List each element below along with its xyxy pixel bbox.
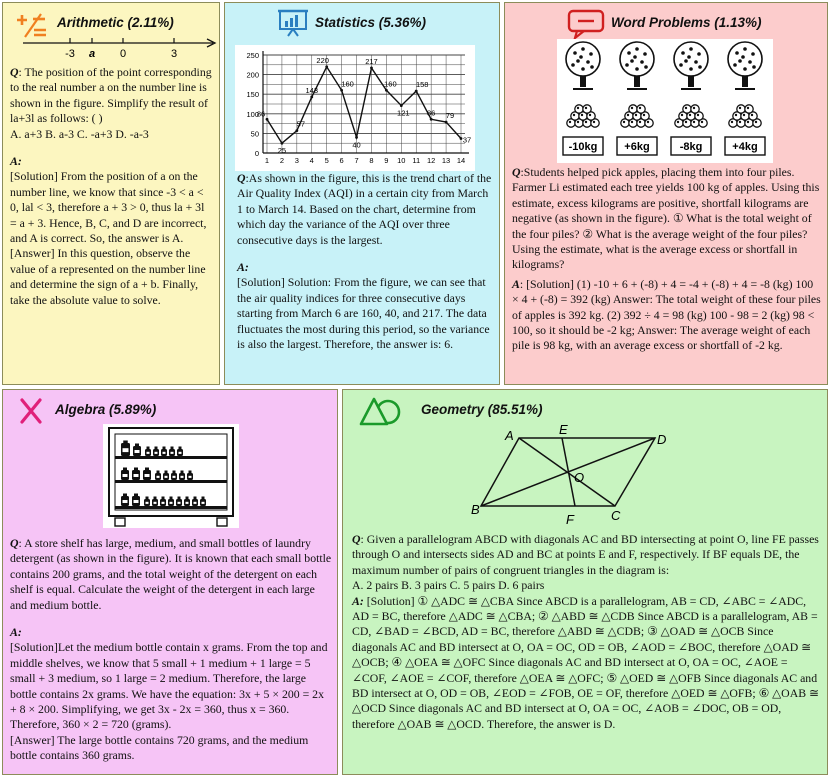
- apple-shade: [639, 107, 641, 109]
- apple-shade: [685, 121, 687, 123]
- panel-title: Geometry (85.51%): [421, 402, 543, 417]
- apple-dot: [589, 52, 593, 56]
- data-point: [370, 67, 373, 70]
- bottle-label: [173, 476, 176, 478]
- numberline-label-a: a: [88, 48, 96, 60]
- data-point: [266, 118, 269, 121]
- bottle-label: [194, 502, 197, 504]
- apple-dot: [586, 60, 590, 64]
- question-label: Q: [10, 536, 19, 550]
- apple-dot: [697, 52, 701, 56]
- triangle-circle-icon: [357, 394, 403, 428]
- statistics-text: [237, 171, 493, 352]
- bottle-cap: [134, 494, 138, 497]
- apple-piles-figure: [557, 39, 773, 163]
- question-text: : The position of the point corresponding to the real number a on the number line is shown in the figure. Simplify the result of la+3l as follows: ( ): [10, 65, 212, 126]
- bottle-cap: [179, 447, 182, 450]
- tree-crown: [620, 42, 654, 76]
- apple-shade: [755, 121, 757, 123]
- apple-dot: [743, 67, 747, 71]
- tree-crown: [728, 42, 762, 76]
- x-tick-label: 13: [441, 156, 451, 165]
- apple: [737, 105, 745, 113]
- apple-pile: [567, 105, 599, 127]
- bottle-cap: [145, 468, 149, 471]
- solution-text: : [Solution] (1) -10 + 6 + (-8) + 4 = -4 + (-8) + 4 = -8 (kg) 100 × 4 + (-8) = 392 (kg) Answer: The total weight of these four piles of apples is 392 kg. (2) 392 ÷ 4 = 98 (kg) 100 - 98 = 2 (kg) 98 < 100, so it should be -2 kg; Answer: The average weight of each pile is 98 kg, with an average excess or shortfall of -2 kg.: [512, 276, 821, 353]
- word-problems-panel: [504, 2, 828, 385]
- apple-shade: [739, 121, 741, 123]
- question-options: A. 2 pairs B. 3 pairs C. 5 pairs D. 6 pairs: [352, 578, 545, 593]
- data-point: [385, 89, 388, 92]
- apple-dot: [633, 55, 637, 59]
- apple-shade: [577, 121, 579, 123]
- numberline-label-3: 3: [170, 48, 178, 60]
- point-label-d: D: [657, 432, 667, 447]
- point-label-e: E: [559, 422, 568, 437]
- apple-shade: [677, 121, 679, 123]
- apple-dot: [687, 55, 691, 59]
- apple-pile: [675, 105, 707, 127]
- question-label: Q: [512, 165, 521, 179]
- apple-dot: [625, 63, 629, 67]
- bottle-cap: [157, 471, 160, 474]
- x-tick-label: 4: [309, 156, 314, 165]
- bottle-cap: [146, 497, 149, 500]
- apple: [637, 105, 645, 113]
- answer-label: A: [512, 276, 520, 291]
- point-label-o: O: [574, 470, 585, 485]
- question-text: : A store shelf has large, medium, and small bottles of laundry detergent (as shown in the figure). It is known that each small bottle contains 200 grams, and the total weight of the detergent on each shelf is equal. Calculate the weight of the detergent in each large and medium bottle.: [10, 536, 332, 612]
- tree-crown: [674, 42, 708, 76]
- apple-dot: [635, 47, 639, 51]
- apple-dot: [735, 51, 739, 55]
- apple-dot: [751, 52, 755, 56]
- parallelogram-figure: [471, 420, 671, 528]
- bottle-label: [189, 476, 192, 478]
- apple-dot: [698, 65, 702, 69]
- algebra-panel: [2, 389, 338, 775]
- apple-shade: [569, 121, 571, 123]
- numberline-label-0: 0: [119, 48, 127, 60]
- apple: [691, 105, 699, 113]
- panel-title: Algebra (5.89%): [55, 402, 157, 417]
- bottle-label: [171, 452, 174, 454]
- bottle-label: [170, 502, 173, 504]
- apple-dot: [679, 63, 683, 67]
- apple-dot: [681, 51, 685, 55]
- apple-shade: [743, 114, 745, 116]
- apple-shade: [589, 114, 591, 116]
- bottle-cap: [171, 447, 174, 450]
- point-label-f: F: [566, 512, 574, 527]
- apple-dot: [733, 63, 737, 67]
- apple-dot: [581, 47, 585, 51]
- apple-shade: [577, 107, 579, 109]
- apple-shade: [573, 114, 575, 116]
- bottle-cap: [194, 497, 197, 500]
- apple-dot: [694, 60, 698, 64]
- answer-label: A:: [352, 593, 364, 608]
- question-label: Q: [237, 171, 246, 185]
- numberline-label-neg3: -3: [65, 48, 75, 60]
- apple-dot: [573, 51, 577, 55]
- pile-label: -8kg: [679, 141, 703, 153]
- x-tick-label: 8: [369, 156, 374, 165]
- bottle-cap: [170, 497, 173, 500]
- bottle-label: [134, 500, 139, 503]
- x-tick-label: 1: [264, 156, 270, 165]
- apple-shade: [747, 121, 749, 123]
- apple-dot: [635, 67, 639, 71]
- point-label-a: A: [505, 428, 514, 443]
- apple: [745, 105, 753, 113]
- question-label: Q: [10, 65, 19, 79]
- apple-shade: [585, 107, 587, 109]
- y-tick-label: 100: [246, 109, 259, 119]
- apple-shade: [681, 114, 683, 116]
- panel-title: Arithmetic (2.11%): [57, 15, 174, 30]
- bottle-cap: [134, 468, 138, 471]
- bottle-cap: [135, 444, 139, 447]
- bottle-cap: [163, 447, 166, 450]
- apple-tree: [566, 42, 600, 89]
- data-point: [295, 129, 298, 132]
- pile-label: -10kg: [568, 141, 598, 153]
- apple-dot: [590, 65, 594, 69]
- data-point: [445, 121, 448, 124]
- apple-dot: [752, 65, 756, 69]
- bottle-label: [146, 502, 149, 504]
- apple-shade: [735, 114, 737, 116]
- apple-tree: [674, 42, 708, 89]
- x-tick-label: 11: [412, 156, 421, 165]
- data-label: 220: [316, 55, 329, 65]
- apple-dot: [741, 55, 745, 59]
- apple: [583, 105, 591, 113]
- shelf-board: [115, 480, 227, 483]
- apple-tree: [728, 42, 762, 89]
- shelf-leg: [115, 518, 125, 526]
- apple-shade: [731, 121, 733, 123]
- apple-shade: [643, 114, 645, 116]
- detergent-shelf-figure: [103, 424, 239, 528]
- geometry-text: [352, 532, 820, 732]
- y-tick-label: 150: [246, 90, 259, 100]
- word-problems-text: [512, 165, 822, 354]
- question-options: A. a+3 B. a-3 C. -a+3 D. -a-3: [10, 126, 149, 141]
- data-point: [340, 89, 343, 92]
- apple-dot: [643, 52, 647, 56]
- apple-shade: [701, 121, 703, 123]
- data-label: 86: [426, 108, 436, 118]
- bottle-cap: [189, 471, 192, 474]
- bottle-cap: [123, 441, 128, 444]
- solution-text: [Solution]Let the medium bottle contain x grams. From the top and middle shelves, we know that 5 small + 1 medium + 1 large = 5 small + 3 medium, so 1 large = 2 medium. Therefore, the large bottle contains 2x grams. We have the equation: 3x + 5 × 200 = 2x + 8 × 200. Simplifying, we get 3x - 2x = 360, thus x = 360. Therefore, 360 × 2 = 720 (grams).: [10, 640, 328, 732]
- bottle-label: [157, 476, 160, 478]
- answer-text: [Answer] The large bottle contains 720 grams, and the medium bottle contains 360 grams.: [10, 732, 309, 763]
- data-point: [400, 104, 403, 107]
- bottle-cap: [147, 447, 150, 450]
- apple-shade: [697, 114, 699, 116]
- data-point: [430, 118, 433, 121]
- apple-shade: [593, 121, 595, 123]
- x-tick-label: 14: [456, 156, 466, 165]
- y-tick-label: 50: [250, 129, 259, 139]
- arithmetic-panel: [2, 2, 220, 385]
- bottle-cap: [154, 497, 157, 500]
- data-label: 37: [462, 135, 472, 145]
- x-variable-icon: [17, 396, 45, 426]
- apple-shade: [685, 107, 687, 109]
- statistics-panel: [224, 2, 500, 385]
- data-label: 40: [352, 140, 361, 150]
- bottle-cap: [202, 497, 205, 500]
- apple-shade: [693, 107, 695, 109]
- apple-dot: [579, 55, 583, 59]
- shelf-board: [115, 506, 227, 509]
- data-point: [281, 142, 284, 145]
- apple-shade: [631, 121, 633, 123]
- apple-shade: [689, 114, 691, 116]
- x-tick-label: 3: [294, 156, 299, 165]
- apple-pile: [729, 105, 761, 127]
- apple: [683, 105, 691, 113]
- data-label: 86: [256, 109, 266, 119]
- apple-dot: [627, 51, 631, 55]
- bottle-label: [162, 502, 165, 504]
- speech-bubble-icon: [567, 9, 605, 39]
- apple-shade: [631, 107, 633, 109]
- apple-dot: [743, 47, 747, 51]
- panel-title: Statistics (5.36%): [315, 15, 427, 30]
- apple-shade: [581, 114, 583, 116]
- x-tick-label: 9: [384, 156, 389, 165]
- pile-label: +4kg: [732, 141, 758, 153]
- data-label: 79: [445, 111, 455, 121]
- apple-shade: [627, 114, 629, 116]
- bottle-label: [123, 474, 128, 477]
- data-label: 121: [397, 108, 410, 118]
- data-point: [310, 96, 313, 99]
- bottle-label: [135, 450, 140, 453]
- x-tick-label: 6: [339, 156, 344, 165]
- apple-pile: [621, 105, 653, 127]
- apple-shade: [739, 107, 741, 109]
- algebra-text: [10, 536, 332, 764]
- question-text: :Students helped pick apples, placing them into four piles. Farmer Li estimated each tree yields 100 kg of apples. Using this estimate, excess kilograms are positive, shortfall kilograms are negative (as shown in the figure). ① What is the total weight of the four piles? ② What is the average weight of the four piles? Using the estimate, what is the average excess or shortfall in kilograms?: [512, 165, 820, 272]
- bottle-label: [123, 500, 128, 503]
- data-label: 158: [415, 80, 429, 90]
- data-point: [415, 90, 418, 93]
- shelf-board: [115, 456, 227, 459]
- apple-shade: [693, 121, 695, 123]
- x-tick-label: 10: [397, 156, 406, 165]
- point-label-b: B: [471, 502, 480, 517]
- panel-title: Word Problems (1.13%): [611, 15, 762, 30]
- bottle-cap: [165, 471, 168, 474]
- pile-label: +6kg: [624, 141, 650, 153]
- bottle-cap: [178, 497, 181, 500]
- data-label: 217: [365, 56, 378, 66]
- y-tick-label: 0: [254, 149, 259, 158]
- shelf-leg: [217, 518, 227, 526]
- bottle-label: [134, 474, 139, 477]
- bottle-label: [165, 476, 168, 478]
- apple-tree: [620, 42, 654, 89]
- data-label: 160: [341, 79, 354, 89]
- bottle-label: [147, 452, 150, 454]
- x-tick-label: 5: [324, 156, 329, 165]
- bottle-label: [202, 502, 205, 504]
- number-line: [21, 33, 220, 63]
- data-label: 25: [277, 146, 287, 156]
- apple-shade: [639, 121, 641, 123]
- question-text: : Given a parallelogram ABCD with diagonals AC and BD intersecting at point O, line FE passes through O and intersects sides AD and BC at points E and F, respectively. If BF equals DE, the maximum number of pairs of congruent triangles in the diagram is:: [352, 532, 819, 577]
- apple-dot: [738, 59, 742, 63]
- data-label: 160: [384, 79, 397, 89]
- arithmetic-text: [10, 65, 213, 308]
- answer-label: A:: [10, 154, 22, 169]
- apple-dot: [571, 63, 575, 67]
- apple-dot: [748, 60, 752, 64]
- bottle-cap: [186, 497, 189, 500]
- answer-text: [Answer] In this question, observe the value of a represented on the number line and determine the sign of a + b. Finally, take the absolute value to solve.: [10, 246, 206, 307]
- question-text: :As shown in the figure, this is the trend chart of the Air Quality Index (AQI) in a certain city from March 1 to March 14. Based on the chart, determine from which day the variance of the AQI over three consecutive days is the largest.: [237, 171, 492, 247]
- apple-shade: [647, 121, 649, 123]
- bottle-label: [155, 452, 158, 454]
- solution-text: [Solution] Solution: From the figure, we can see that the air quality indices for three consecutive days starting from March 6 are 160, 40, and 217. The data fluctuates the most during this period, so the variance is also the largest. Therefore, the answer is: 6.: [237, 275, 490, 352]
- bottle-label: [178, 502, 181, 504]
- data-label: 57: [296, 119, 306, 129]
- apple-shade: [747, 107, 749, 109]
- apple-dot: [630, 59, 634, 63]
- answer-label: A:: [10, 625, 22, 640]
- bottle-cap: [173, 471, 176, 474]
- apple-shade: [751, 114, 753, 116]
- tree-crown: [566, 42, 600, 76]
- bottle-cap: [123, 468, 127, 471]
- apple-dot: [689, 67, 693, 71]
- x-tick-label: 12: [426, 156, 436, 165]
- answer-label: A:: [237, 260, 249, 275]
- data-label: 143: [305, 85, 319, 95]
- presentation-chart-icon: [277, 8, 309, 38]
- bottle-label: [179, 452, 182, 454]
- point-label-c: C: [611, 508, 621, 523]
- y-tick-label: 250: [246, 51, 259, 60]
- aqi-line-chart: [235, 45, 475, 171]
- x-tick-label: 7: [354, 156, 359, 165]
- apple-shade: [585, 121, 587, 123]
- data-point: [355, 136, 358, 139]
- apple-dot: [644, 65, 648, 69]
- data-point: [325, 65, 328, 68]
- apple-dot: [684, 59, 688, 63]
- apple-dot: [576, 59, 580, 63]
- question-label: Q: [352, 532, 361, 546]
- apple-dot: [689, 47, 693, 51]
- y-tick-label: 200: [246, 70, 259, 80]
- bottle-cap: [162, 497, 165, 500]
- apple: [629, 105, 637, 113]
- apple-shade: [623, 121, 625, 123]
- apple-shade: [635, 114, 637, 116]
- x-tick-label: 2: [279, 156, 285, 165]
- solution-text: [Solution] From the position of a on the number line, we know that since -3 < a < 0, lal < 3, therefore a + 3 > 0, thus la + 3l = a + 3. Hence, B, C, and D are incorrect, and A is correct. So, the answer is A.: [10, 169, 207, 246]
- solution-text: [Solution] ① △ADC ≅ △CBA Since ABCD is a parallelogram, AB = CD, ∠ABC = ∠ADC, AD = BC, therefore △ADC ≅ △CBA; ② △ABD ≅ △CDB Since ABCD is a parallelogram, AB = CD, ∠BAD = ∠BCD, AD = BC, therefore △ABD ≅ △CDB; ③ △OAD ≅ △OCB Since diagonals AC and BD intersect at O, OA = OC, OD = OB, ∠AOD = ∠BOC, therefore △OAD ≅ △OCB; ④ △OEA ≅ △OFC Since diagonals AC and BD intersect at O, OA = OC, ∠AOE = ∠COF, ∠AOE = ∠COF, therefore △OEA ≅ △OFC; ⑤ △OED ≅ △OFB Since diagonals AC and BD intersect at O, OD = OB, ∠EOD = ∠FOB, OE = OF, therefore △OED ≅ △OFB; ⑥ △OAB ≅ △OCD Since diagonals AC and BD intersect at O, OA = OC, ∠AOB = ∠DOC, OB = OD, therefore △OAB ≅ △OCD. Therefore, the answer is D.: [352, 593, 819, 731]
- bottle-label: [154, 502, 157, 504]
- bottle-label: [163, 452, 166, 454]
- bottle-cap: [181, 471, 184, 474]
- geometry-panel: [342, 389, 828, 775]
- apple: [575, 105, 583, 113]
- bottle-cap: [155, 447, 158, 450]
- bottle-label: [181, 476, 184, 478]
- bottle-cap: [123, 494, 127, 497]
- bottle-label: [145, 474, 150, 477]
- apple-dot: [640, 60, 644, 64]
- bottle-label: [186, 502, 189, 504]
- apple-dot: [581, 67, 585, 71]
- bottle-label: [123, 448, 129, 452]
